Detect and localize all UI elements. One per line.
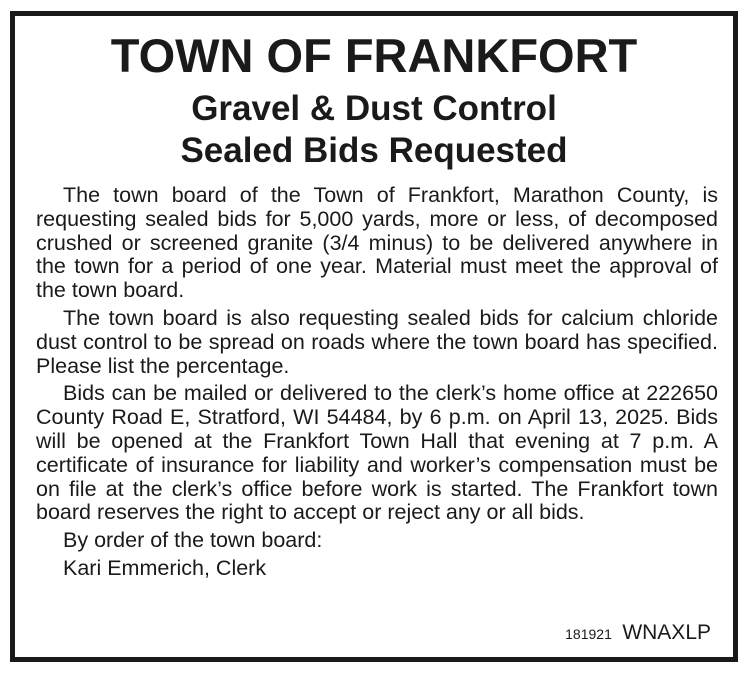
signoff-line: By order of the town board: <box>63 528 323 553</box>
notice-subtitle-line-1: Gravel & Dust Control <box>191 89 557 128</box>
notice-footer <box>565 621 711 645</box>
paragraph-gravel-bids: The town board of the Town of Frankfort, Marathon County, is requesting sealed bids for 5,000 yards, more or less, of decomposed crushed or screened granite (3/4 minus) to be delivered anywhere in the town for a period of one year. Material must meet the approval of the town board. <box>36 183 718 303</box>
paragraph-bid-submission: Bids can be mailed or delivered to the clerk’s home office at 222650 County Road E, Stratford, WI 54484, by 6 p.m. on April 13, 2025. Bids will be opened at the Frankfort Town Hall that evening at 7 p.m. A certificate of insurance for liability and worker’s compensation must be on file at the clerk’s office before work is started. The Frankfort town board reserves the right to accept or reject any or all bids. <box>36 381 718 525</box>
ad-number: 181921 <box>565 626 612 642</box>
legal-notice <box>10 11 738 662</box>
notice-body <box>36 184 718 585</box>
notice-title: TOWN OF FRANKFORT <box>110 29 638 82</box>
publication-code: WNAXLP <box>622 621 711 644</box>
notice-subtitle-line-2: Sealed Bids Requested <box>180 131 568 170</box>
signer-name: Kari Emmerich, Clerk <box>63 555 267 580</box>
paragraph-dust-control-bids: The town board is also requesting sealed bids for calcium chloride dust control to be spread on roads where the town board has specified. Please list the percentage. <box>36 305 718 378</box>
